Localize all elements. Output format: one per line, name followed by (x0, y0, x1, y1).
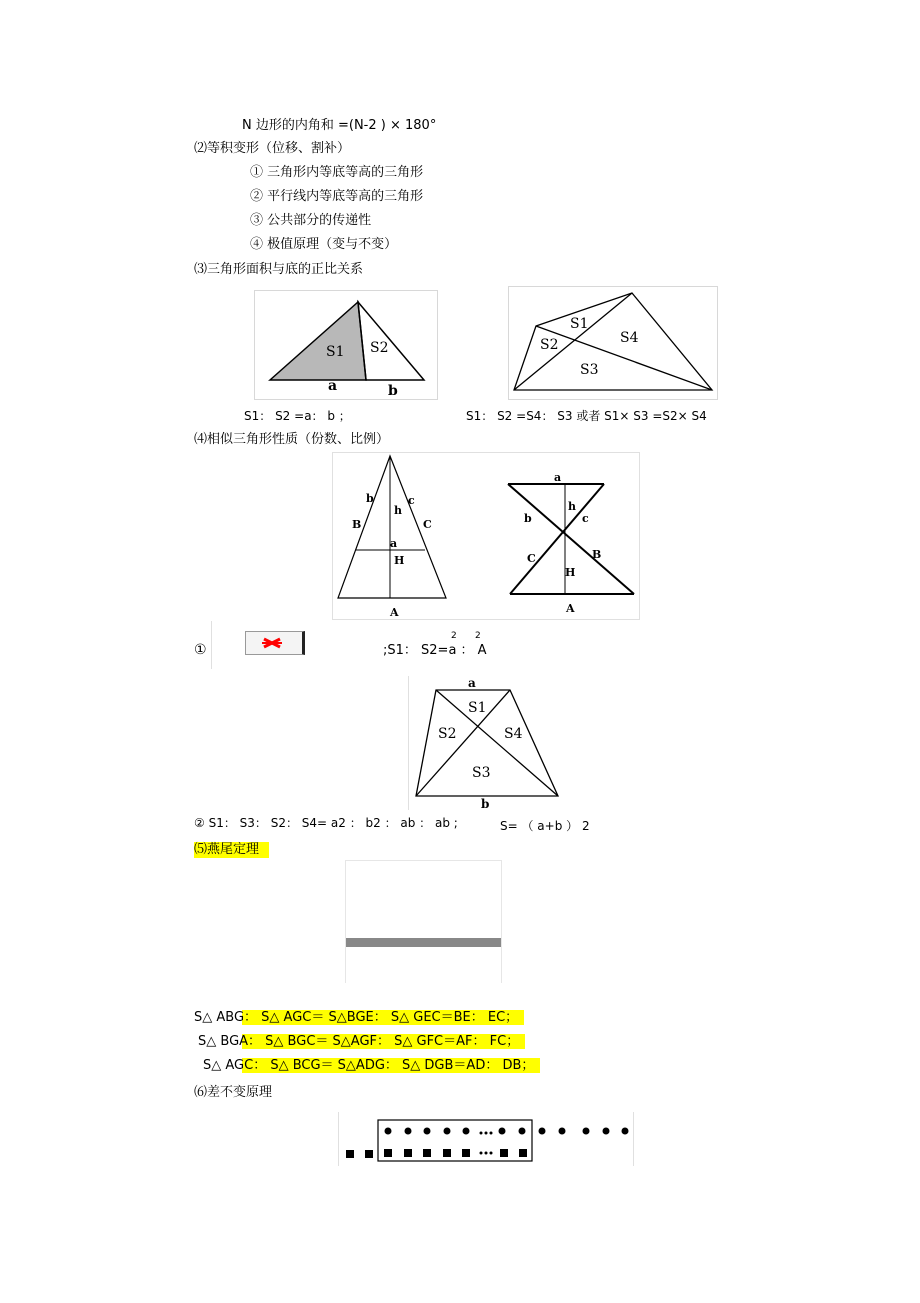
label-A: A (390, 606, 399, 619)
section-3-title: ⑶三角形面积与底的正比关系 (194, 262, 364, 277)
label-b: b (388, 383, 398, 399)
swallowtail-formula-1: S△ ABG： S△ AGC＝ S△BGE： S△ GEC＝BE： EC； (194, 1010, 524, 1025)
section-2-title: ⑵等积变形（位移、割补） (194, 141, 351, 156)
formula-trapezoid-ratio: ② S1： S3： S2： S4= a2 ： b2 ： ab ： ab ; (194, 816, 458, 830)
label-s1: S1 (570, 316, 589, 332)
formula-similar-ratio: ;S1： S2=a ： A (383, 643, 487, 658)
section-2-item-4: ④ 极值原理（变与不变） (250, 237, 398, 252)
image-placeholder-frame (211, 621, 337, 669)
section-2-item-3: ③ 公共部分的传递性 (250, 213, 372, 228)
swallowtail-formula-2: S△ BGA： S△ BGC＝ S△AGF： S△ GFC＝AF： FC； (198, 1034, 525, 1049)
polygon-angle-sum: N 边形的内角和 =(N-2 ) × 180° (242, 118, 437, 133)
label-s3: S3 (580, 362, 599, 378)
label-b: b (366, 492, 374, 505)
label-s4: S4 (504, 726, 523, 742)
label-b: b (481, 797, 490, 810)
image-gray-bar (346, 938, 501, 947)
label-s2: S2 (438, 726, 457, 742)
label-c: c (582, 512, 589, 525)
broken-image-icon (246, 632, 302, 654)
label-s3: S3 (472, 765, 491, 781)
label-a: a (468, 676, 476, 690)
section-4-title: ⑷相似三角形性质（份数、比例） (194, 432, 390, 447)
label-s1: S1 (468, 700, 487, 716)
label-c: c (408, 494, 415, 507)
section-2-item-1: ① 三角形内等底等高的三角形 (250, 165, 424, 180)
swallowtail-formula-row-3 (203, 1056, 540, 1076)
figure-difference-invariance (338, 1112, 634, 1166)
label-a: a (390, 537, 398, 550)
label-B: B (592, 548, 602, 561)
item-1-marker: ① (194, 642, 207, 658)
label-H: H (394, 554, 405, 567)
label-s2: S2 (370, 340, 389, 356)
superscript-2: 2 (475, 631, 481, 641)
square-row (346, 1149, 527, 1158)
label-s2: S2 (540, 337, 559, 353)
dot-row (385, 1128, 629, 1135)
superscript-2: 2 (451, 631, 457, 641)
image-placeholder-swallowtail (345, 860, 502, 983)
label-A: A (566, 602, 575, 615)
figure-triangle-base-ratio (254, 290, 438, 400)
swallowtail-formula-row-2 (198, 1032, 525, 1052)
figure-quadrilateral-diagonals (508, 286, 718, 400)
label-b: b (524, 512, 532, 525)
diagonal-2 (416, 690, 510, 796)
swallowtail-formula-3: S△ AGC： S△ BCG＝ S△ADG： S△ DGB＝AD： DB； (203, 1058, 540, 1073)
section-2-item-2: ② 平行线内等底等高的三角形 (250, 189, 424, 204)
cross-line-2 (510, 484, 604, 594)
broken-image (245, 631, 305, 655)
formula-trapezoid-area: S= （ a+b ） 2 (500, 819, 590, 833)
label-a: a (554, 471, 562, 484)
diagonal-2 (514, 293, 632, 390)
formula-quad-ratio: S1： S2 =S4： S3 或者 S1× S3 =S2× S4 (466, 409, 707, 423)
label-a: a (328, 378, 338, 394)
figure-similar-triangles (332, 452, 640, 620)
swallowtail-formula-row-1 (194, 1008, 524, 1028)
shaded-triangle-s1 (270, 302, 366, 380)
label-s4: S4 (620, 330, 639, 346)
label-C: C (423, 518, 432, 531)
label-C: C (527, 552, 536, 565)
label-s1: S1 (326, 344, 345, 360)
formula-s1-s2-ab: S1： S2 =a： b ； (244, 409, 351, 423)
label-H: H (565, 566, 576, 579)
label-B: B (352, 518, 362, 531)
figure-trapezoid-butterfly (408, 676, 564, 810)
bracket-box (378, 1120, 532, 1161)
label-h: h (568, 500, 576, 513)
section-6-title: ⑹差不变原理 (194, 1085, 273, 1100)
section-5-title: ⑸燕尾定理 (194, 842, 269, 858)
triangle-s2 (358, 302, 424, 380)
diagonal-1 (436, 690, 558, 796)
label-h: h (394, 504, 402, 517)
